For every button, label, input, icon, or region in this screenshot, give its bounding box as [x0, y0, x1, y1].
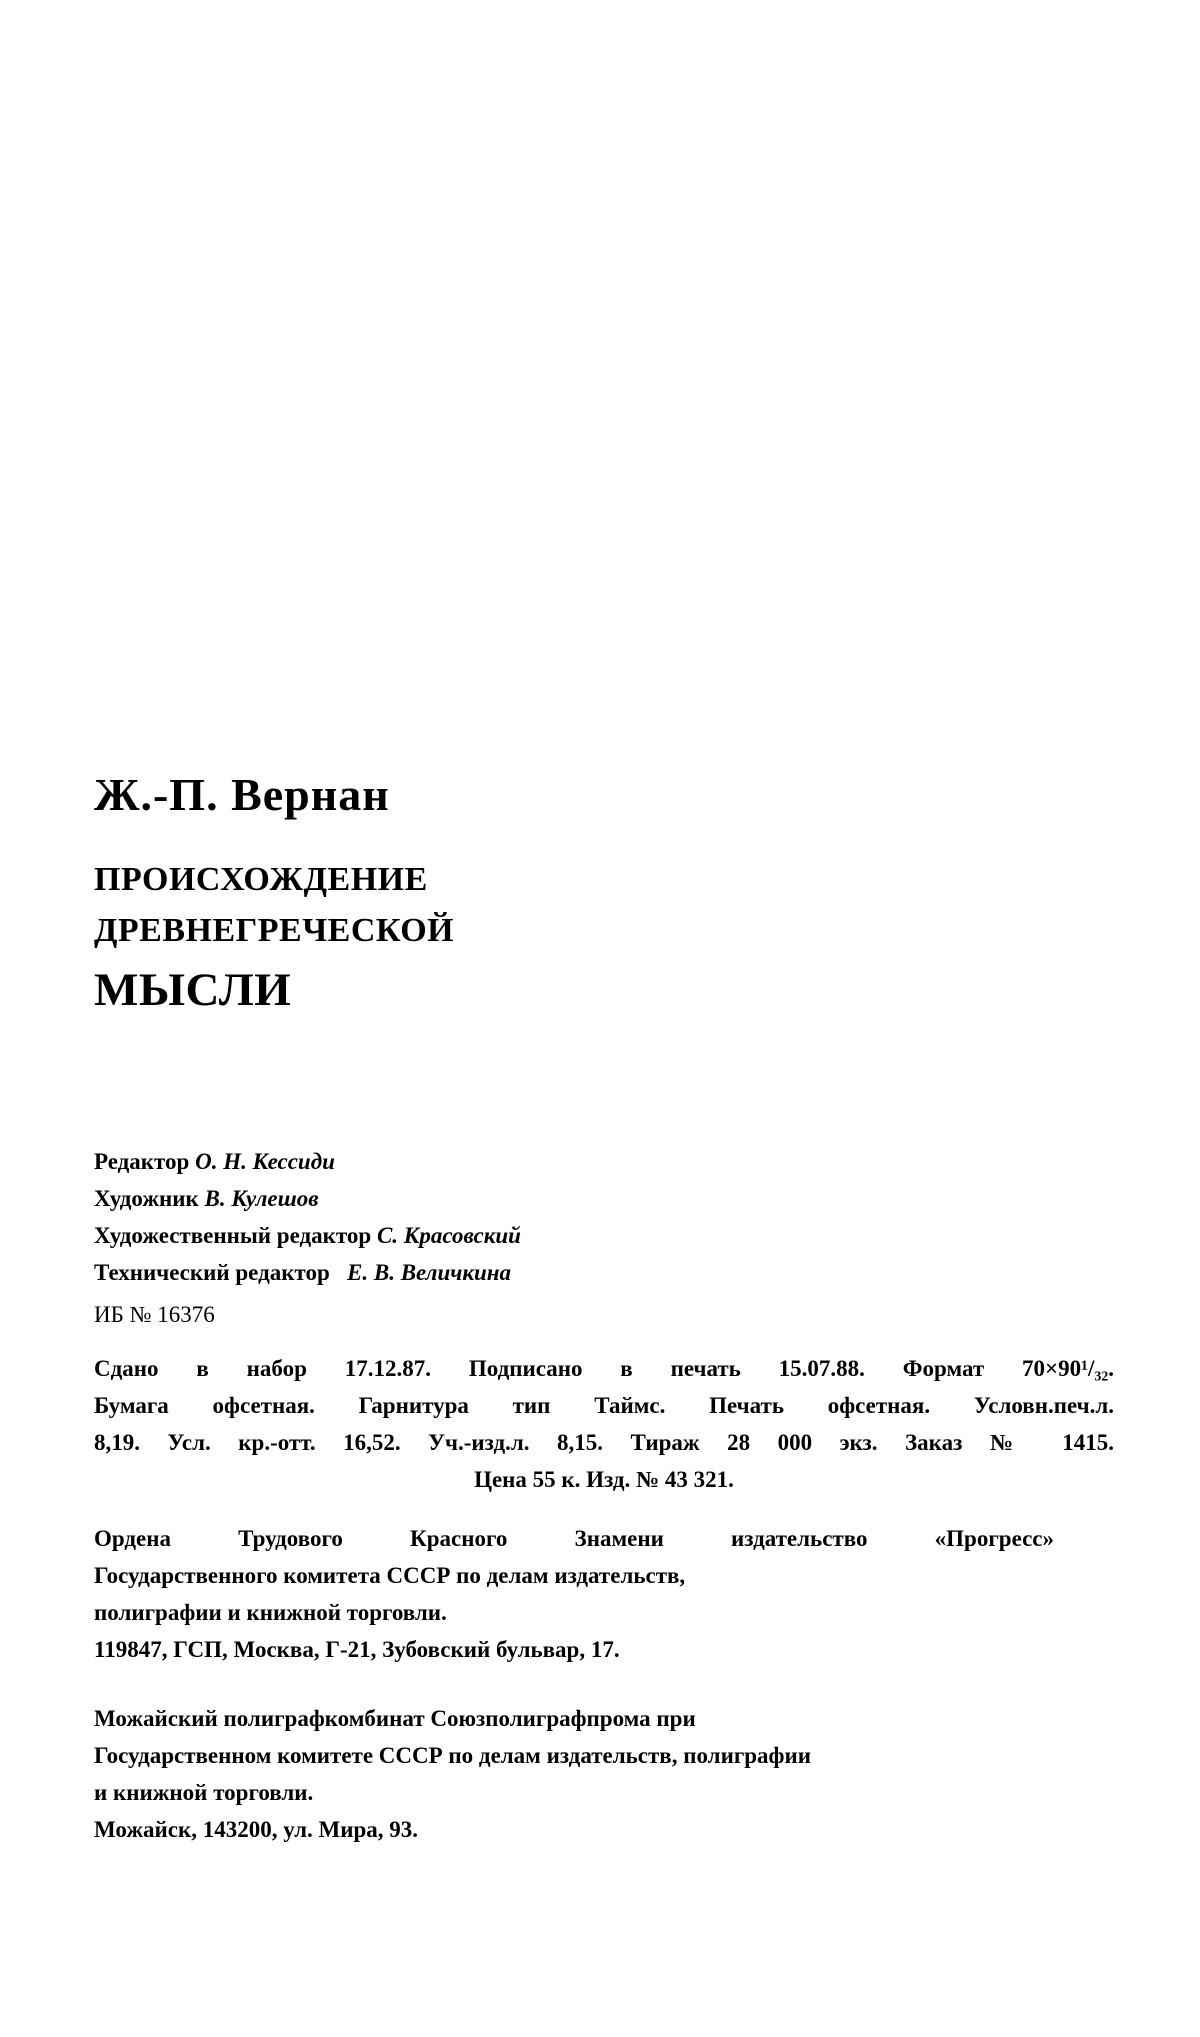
production-details — [94, 1350, 1114, 1498]
publisher-info — [94, 1520, 1054, 1668]
staff-row-art-editor — [94, 1224, 521, 1261]
staff-credits — [94, 1150, 521, 1298]
book-title-line-2: ДРЕВНЕГРЕЧЕСКОЙ — [94, 912, 455, 949]
ib-number: ИБ № 16376 — [94, 1302, 215, 1327]
production-line-2: Бумага офсетная. Гарнитура тип Таймс. Печать офсетная. Условн.печ.л. — [94, 1393, 1114, 1418]
staff-name: О. Н. Кессиди — [195, 1149, 335, 1174]
staff-row-editor — [94, 1150, 521, 1187]
author-name: Ж.-П. Вернан — [94, 769, 390, 820]
publisher-line-3: полиграфии и книжной торговли. — [94, 1600, 447, 1625]
production-line-1: Сдано в набор 17.12.87. Подписано в печать 15.07.88. Формат 70×90¹/₃₂. — [94, 1356, 1114, 1381]
production-line-3: 8,19. Усл. кр.-отт. 16,52. Уч.-изд.л. 8,15. Тираж 28 000 экз. Заказ № 1415. — [94, 1430, 1114, 1455]
staff-row-artist — [94, 1187, 521, 1224]
publisher-line-1: Ордена Трудового Красного Знамени издательство «Прогресс» — [94, 1526, 1054, 1551]
production-line-4: Цена 55 к. Изд. № 43 321. — [474, 1467, 734, 1492]
book-title-line-1: ПРОИСХОЖДЕНИЕ — [94, 861, 428, 898]
staff-row-tech-editor — [94, 1261, 521, 1298]
publisher-line-2: Государственного комитета СССР по делам издательств, — [94, 1563, 686, 1588]
staff-role: Редактор — [94, 1149, 190, 1174]
staff-role: Технический редактор — [94, 1260, 330, 1285]
staff-role: Художественный редактор — [94, 1223, 372, 1248]
book-title-line-3: МЫСЛИ — [94, 964, 292, 1016]
printer-address: Можайск, 143200, ул. Мира, 93. — [94, 1817, 419, 1842]
staff-name: В. Кулешов — [204, 1186, 319, 1211]
printer-line-2: Государственном комитете СССР по делам издательств, полиграфии — [94, 1743, 811, 1768]
printer-line-3: и книжной торговли. — [94, 1780, 314, 1805]
printer-info — [94, 1700, 811, 1848]
staff-role: Художник — [94, 1186, 199, 1211]
staff-name: Е. В. Величкина — [347, 1260, 512, 1285]
publisher-address: 119847, ГСП, Москва, Г-21, Зубовский бульвар, 17. — [94, 1637, 620, 1662]
printer-line-1: Можайский полиграфкомбинат Союзполиграфпрома при — [94, 1706, 696, 1731]
staff-name: С. Красовский — [376, 1223, 521, 1248]
